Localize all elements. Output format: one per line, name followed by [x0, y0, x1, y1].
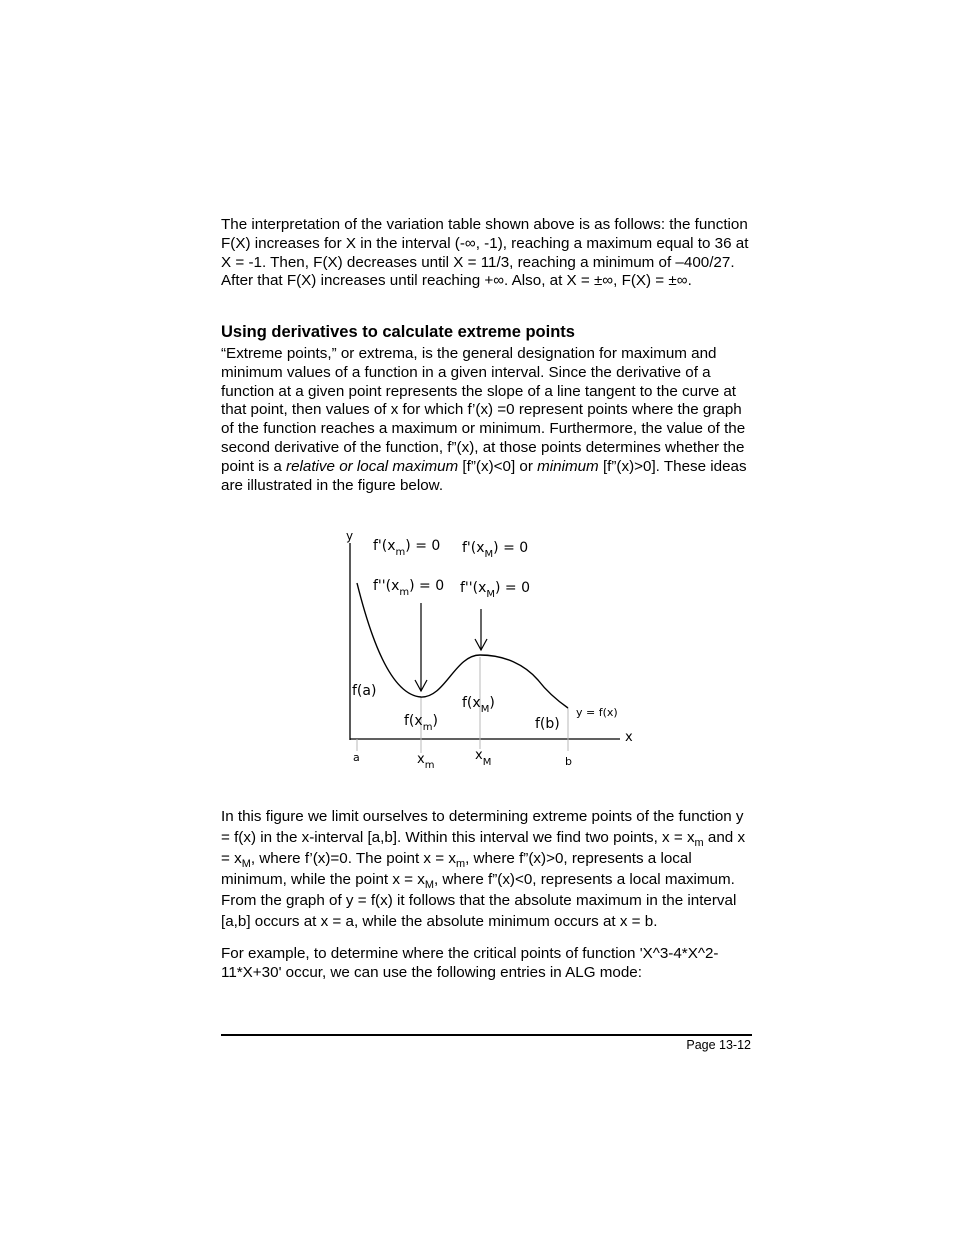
function-curve: [357, 583, 568, 708]
label-curve: y = f(x): [576, 706, 618, 719]
explanation-text-2: and x = x: [221, 829, 746, 867]
label-fa: f(a): [352, 683, 377, 699]
label-fxM: $f(x_M)$: [462, 695, 495, 715]
subscript-M-1: M: [241, 857, 251, 870]
page-number: Page 13-12: [686, 1038, 751, 1052]
subscript-m-2: m: [455, 857, 466, 870]
section-heading: Using derivatives to calculate extreme points: [221, 323, 575, 341]
explanation-text-1: In this figure we limit ourselves to determining extreme points of the function y = f(x) in the x-interval [a,b]. Within this interval we find two points, x = x: [221, 808, 744, 846]
variation-table-interpretation: The interpretation of the variation table shown above is as follows: the function F(X) increases for X in the interval (-∞, -1), reaching a maximum equal to 36 at X = -1. Then, F(X) decreases until X = 11/3, reaching a minimum of –400/27. After that F(X) increases until reaching +∞. Also, at X = ±∞, F(X) = ±∞.: [221, 216, 749, 290]
label-fprime-xM: $f'(x_M) = 0$: [462, 540, 529, 560]
tick-label-b: b: [565, 755, 572, 768]
tick-label-xm: $x_m$: [417, 752, 435, 771]
label-fdprime-xm: $f''(x_m) = 0$: [373, 578, 445, 598]
extreme-points-text-b: [f”(x)<0] or: [458, 457, 538, 475]
label-fprime-xm: $f'(x_m) = 0$: [373, 538, 441, 558]
label-fxm: $f(x_m)$: [404, 713, 438, 733]
tick-label-a: a: [353, 751, 360, 764]
explanation-text-4: , where f”(x)>0, represents a local minimum, while the point x = x: [221, 850, 692, 888]
explanation-text-5: , where f”(x)<0, represents a local maximum. From the graph of y = f(x) it follows that the absolute maximum in the interval [a,b] occurs at x = a, while the absolute minimum occurs at x = b.: [221, 871, 737, 930]
label-fb: f(b): [535, 716, 560, 732]
extreme-points-text-c: [f”(x)>0]. These ideas are illustrated in the figure below.: [221, 457, 747, 494]
label-fdprime-xM: $f''(x_M) = 0$: [460, 580, 531, 600]
extrema-figure: [340, 525, 640, 775]
minimum-term: minimum: [537, 457, 599, 475]
footer-rule: [221, 1034, 752, 1036]
extreme-points-text-a: “Extreme points,” or extrema, is the general designation for maximum and minimum values of a function in a given interval. Since the derivative of a function at a given point represents the slope of a line tangent to the curve at that point, then values of x for which f’(x) =0 represent points where the graph of the function reaches a maximum or minimum. Furthermore, the value of the second derivative of the function, f”(x), at those points determines whether the point is a: [221, 345, 746, 475]
local-maximum-term: relative or local maximum: [286, 457, 459, 475]
explanation-text-3: , where f’(x)=0. The point x = x: [250, 850, 456, 867]
x-axis-label: x: [625, 730, 633, 745]
y-axis-label: y: [346, 529, 354, 543]
tick-label-xM: $x_M$: [475, 748, 492, 768]
figure-explanation-paragraph: [221, 806, 751, 932]
subscript-M-2: M: [424, 878, 434, 891]
example-paragraph: For example, to determine where the critical points of function 'X^3-4*X^2-11*X+30' occur, we can use the following entries in ALG mode:: [221, 945, 719, 981]
extrema-diagram: [340, 525, 640, 775]
subscript-m-1: m: [694, 836, 704, 849]
extreme-points-paragraph: [221, 345, 751, 495]
